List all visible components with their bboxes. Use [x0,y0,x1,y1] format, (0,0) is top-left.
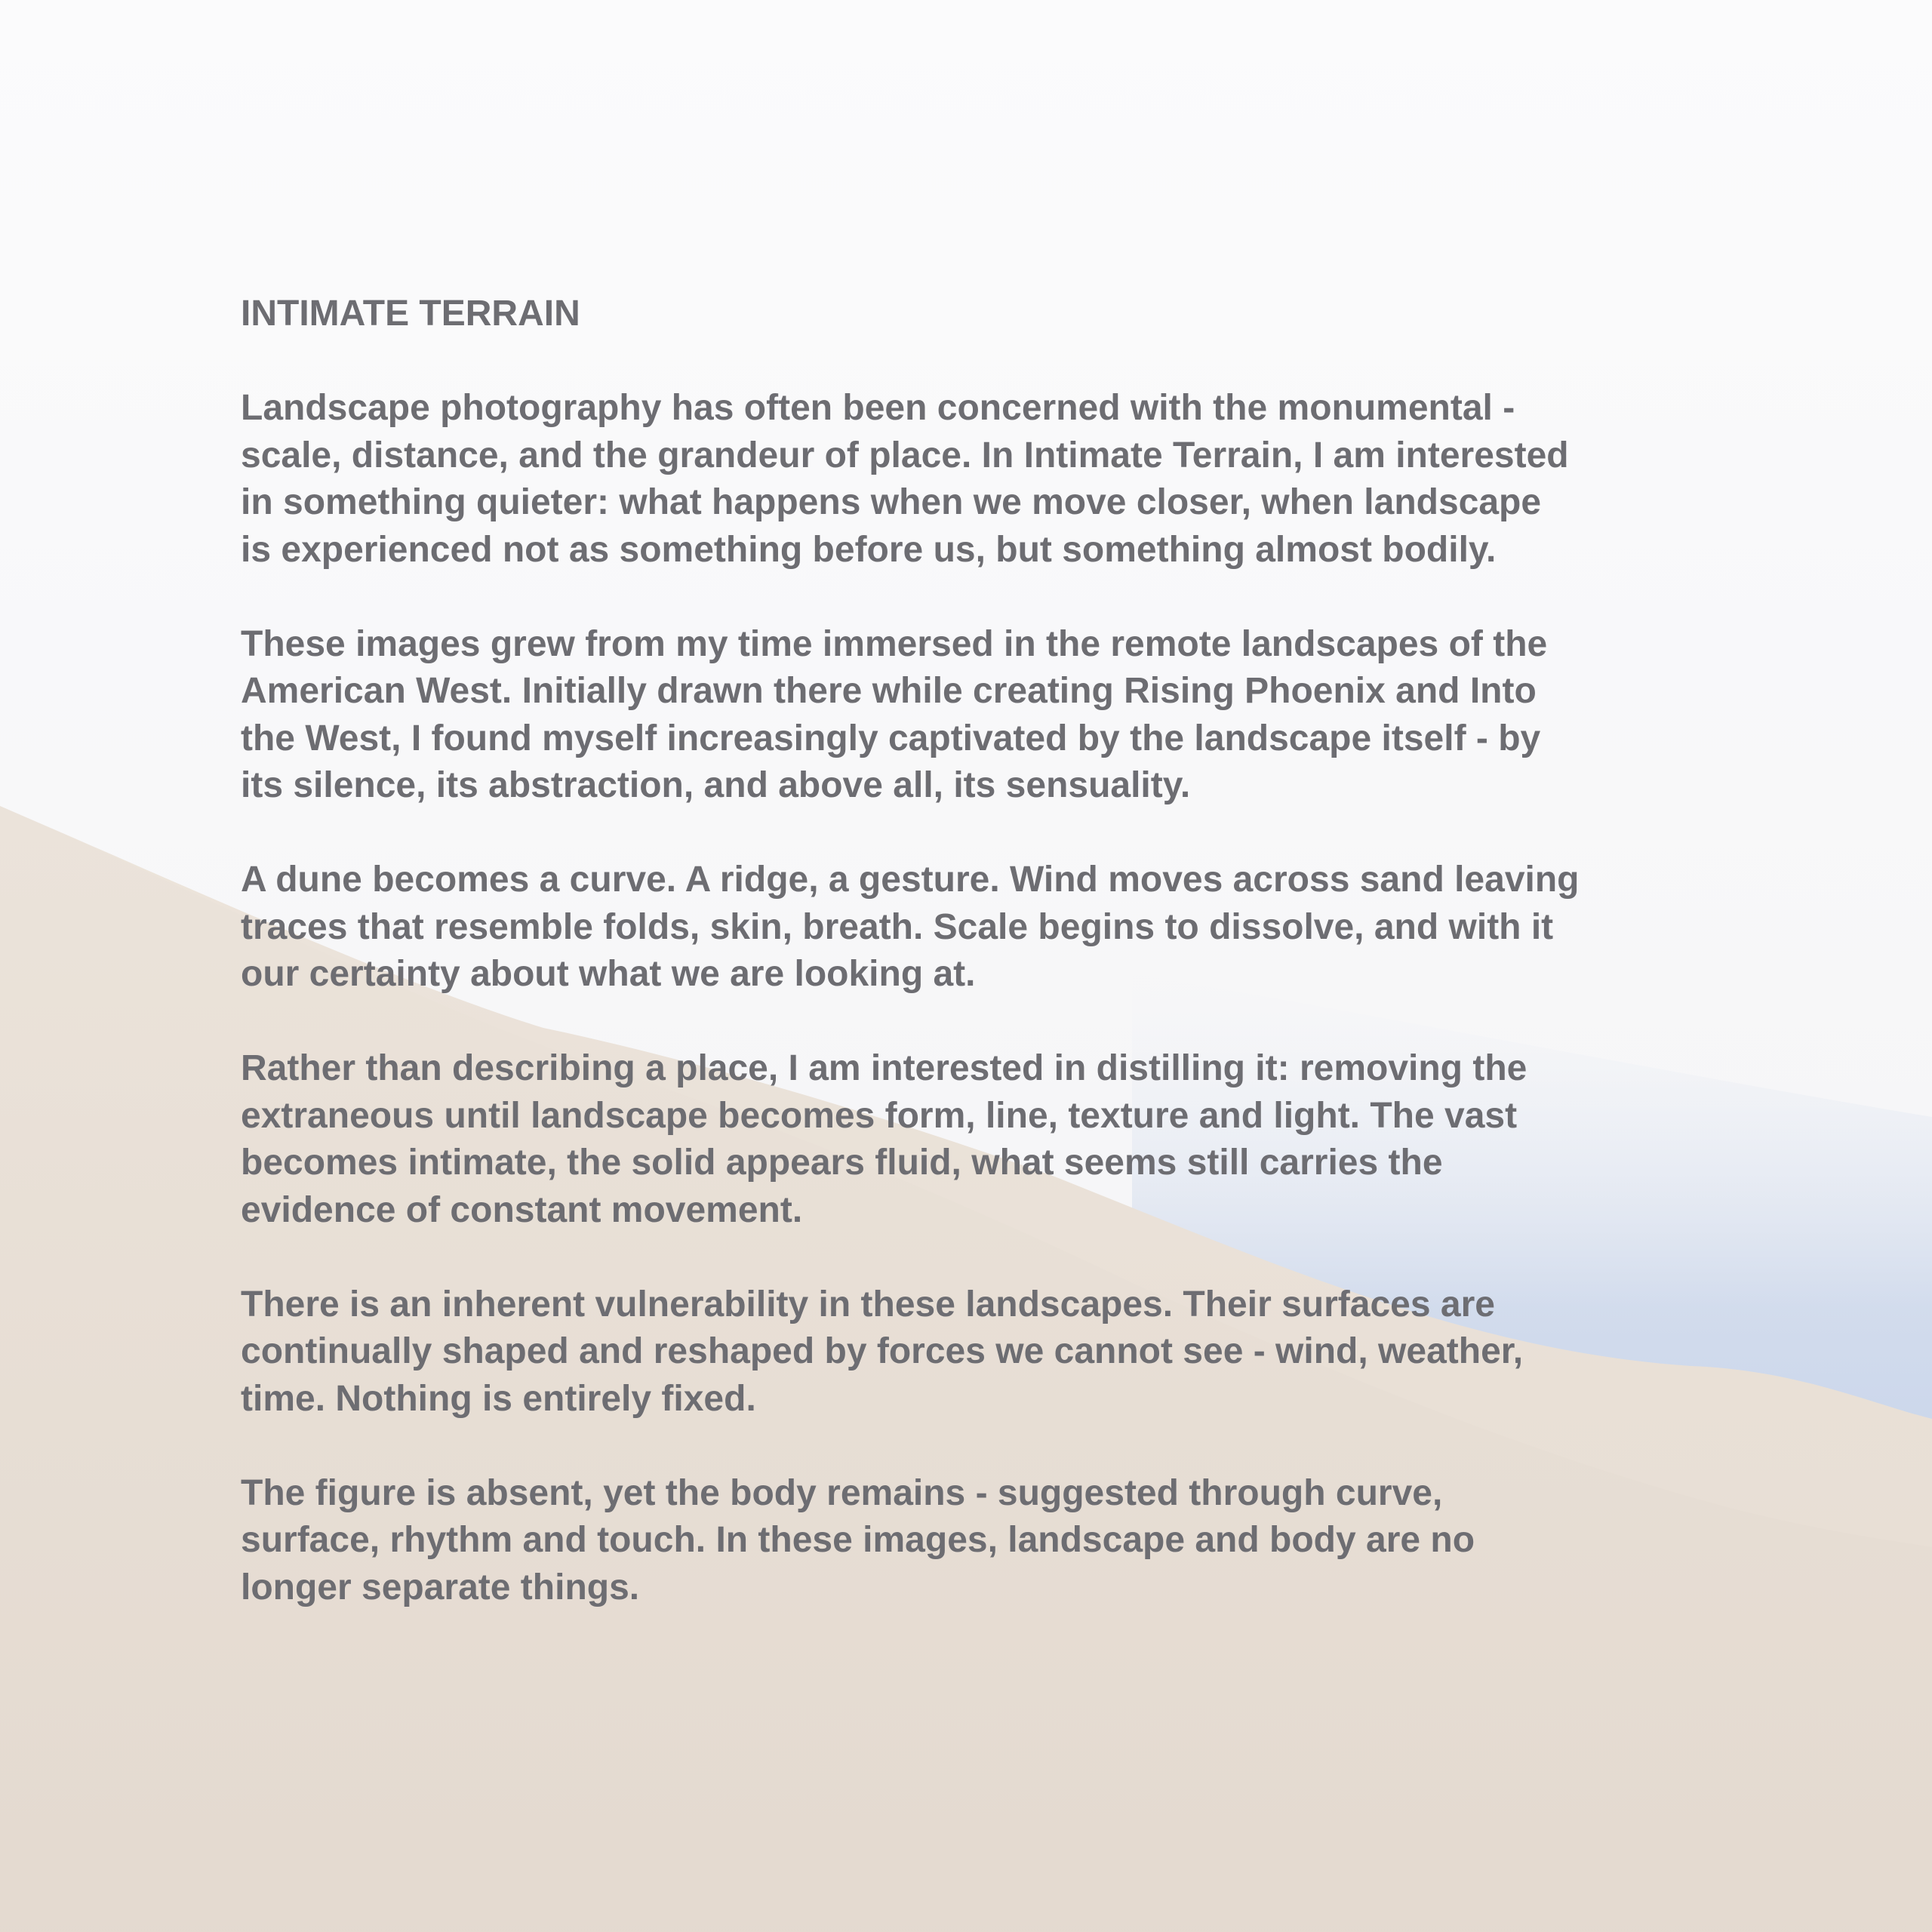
paragraph-line: extraneous until landscape becomes form, line, texture and light. The vast [241,1095,1518,1136]
paragraph-1 [241,385,1735,574]
paragraph-line: longer separate things. [241,1567,640,1607]
paragraph-line: traces that resemble folds, skin, breath. Scale begins to dissolve, and with it [241,906,1554,947]
document-title: INTIMATE TERRAIN [241,294,580,334]
paragraph-line: its silence, its abstraction, and above all, its sensuality. [241,765,1191,805]
statement-text [241,291,1735,1659]
paragraph-line: our certainty about what we are looking at. [241,954,976,994]
paragraph-line: A dune becomes a curve. A ridge, a gesture. Wind moves across sand leaving [241,860,1580,900]
paragraph-line: scale, distance, and the grandeur of place. In Intimate Terrain, I am interested [241,435,1569,475]
paragraph-6 [241,1470,1735,1612]
paragraph-line: time. Nothing is entirely fixed. [241,1378,756,1419]
paragraph-line: the West, I found myself increasingly captivated by the landscape itself - by [241,718,1541,758]
paragraph-3 [241,857,1735,998]
paragraph-line: continually shaped and reshaped by forces we cannot see - wind, weather, [241,1331,1524,1371]
paragraph-line: The figure is absent, yet the body remains - suggested through curve, [241,1472,1443,1513]
paragraph-5 [241,1281,1735,1423]
paragraph-line: in something quieter: what happens when we move closer, when landscape [241,482,1542,522]
paragraph-4 [241,1045,1735,1234]
paragraph-line: Landscape photography has often been concerned with the monumental - [241,388,1515,428]
paragraph-2 [241,621,1735,810]
paragraph-line: evidence of constant movement. [241,1189,803,1230]
paragraph-line: surface, rhythm and touch. In these images, landscape and body are no [241,1520,1475,1560]
paragraph-line: These images grew from my time immersed in the remote landscapes of the [241,623,1548,664]
paragraph-line: becomes intimate, the solid appears fluid, what seems still carries the [241,1143,1443,1183]
paragraph-line: American West. Initially drawn there while creating Rising Phoenix and Into [241,671,1537,711]
paragraph-line: There is an inherent vulnerability in these landscapes. Their surfaces are [241,1284,1495,1324]
paragraph-line: Rather than describing a place, I am interested in distilling it: removing the [241,1048,1527,1088]
paragraph-line: is experienced not as something before us, but something almost bodily. [241,529,1497,570]
